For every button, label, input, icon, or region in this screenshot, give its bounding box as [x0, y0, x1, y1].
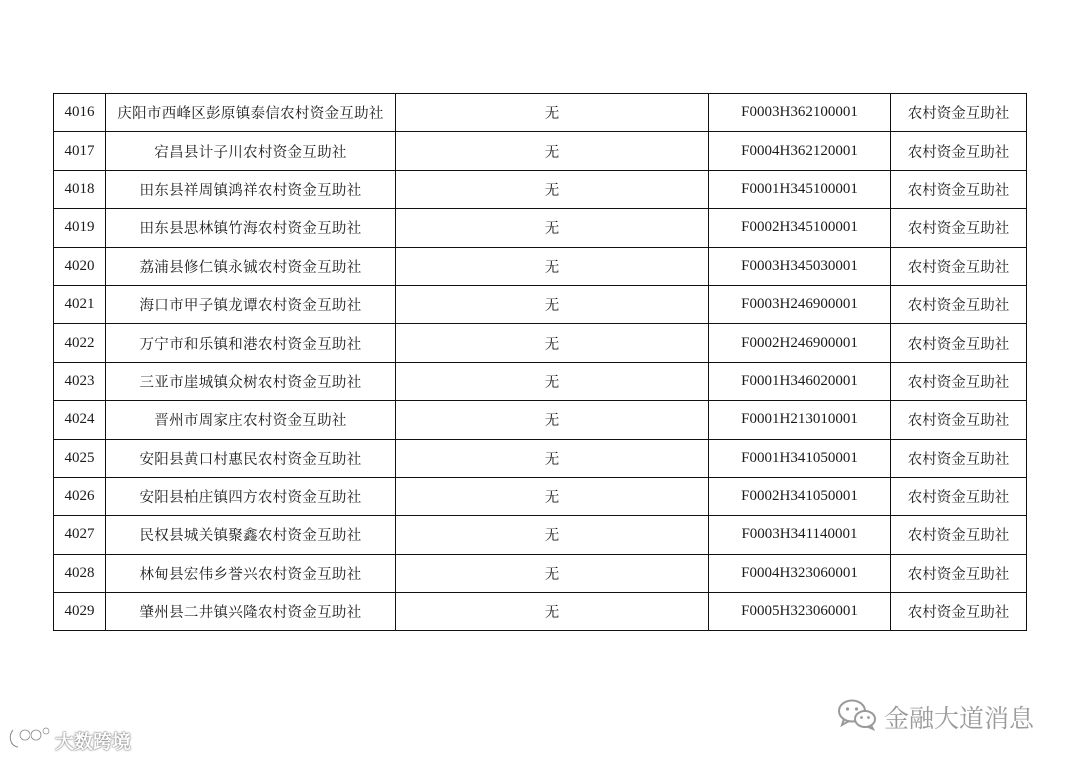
- license-code: F0001H213010001: [709, 401, 891, 439]
- other-value: 无: [396, 324, 709, 362]
- institution-type: 农村资金互助社: [891, 247, 1027, 285]
- institution-name: 庆阳市西峰区彭原镇泰信农村资金互助社: [106, 94, 396, 132]
- institution-table: [53, 93, 1027, 631]
- institution-name: 晋州市周家庄农村资金互助社: [106, 401, 396, 439]
- institution-name: 肇州县二井镇兴隆农村资金互助社: [106, 593, 396, 631]
- row-number: 4025: [54, 439, 106, 477]
- table-row: [54, 94, 1027, 132]
- row-number: 4018: [54, 170, 106, 208]
- license-code: F0003H246900001: [709, 285, 891, 323]
- other-value: 无: [396, 94, 709, 132]
- table-row: [54, 554, 1027, 592]
- institution-type: 农村资金互助社: [891, 132, 1027, 170]
- license-code: F0002H341050001: [709, 477, 891, 515]
- institution-type: 农村资金互助社: [891, 439, 1027, 477]
- license-code: F0001H341050001: [709, 439, 891, 477]
- other-value: 无: [396, 401, 709, 439]
- license-code: F0001H345100001: [709, 170, 891, 208]
- institution-name: 田东县思林镇竹海农村资金互助社: [106, 209, 396, 247]
- watermark-right-text: 金融大道消息: [884, 704, 1035, 733]
- institution-name: 林甸县宏伟乡誉兴农村资金互助社: [106, 554, 396, 592]
- watermark-right: [836, 697, 1034, 737]
- wechat-icon: [836, 697, 878, 737]
- license-code: F0003H362100001: [709, 94, 891, 132]
- license-code: F0005H323060001: [709, 593, 891, 631]
- table-row: [54, 132, 1027, 170]
- institution-type: 农村资金互助社: [891, 362, 1027, 400]
- table-row: [54, 439, 1027, 477]
- institution-name: 三亚市崖城镇众树农村资金互助社: [106, 362, 396, 400]
- other-value: 无: [396, 132, 709, 170]
- other-value: 无: [396, 554, 709, 592]
- institution-type: 农村资金互助社: [891, 516, 1027, 554]
- table-row: [54, 324, 1027, 362]
- institution-type: 农村资金互助社: [891, 94, 1027, 132]
- table-row: [54, 247, 1027, 285]
- institution-name: 海口市甲子镇龙谭农村资金互助社: [106, 285, 396, 323]
- institution-type: 农村资金互助社: [891, 324, 1027, 362]
- table-row: [54, 285, 1027, 323]
- license-code: F0003H345030001: [709, 247, 891, 285]
- table-row: [54, 209, 1027, 247]
- other-value: 无: [396, 516, 709, 554]
- institution-type: 农村资金互助社: [891, 401, 1027, 439]
- license-code: F0003H341140001: [709, 516, 891, 554]
- row-number: 4024: [54, 401, 106, 439]
- institution-name: 万宁市和乐镇和港农村资金互助社: [106, 324, 396, 362]
- row-number: 4023: [54, 362, 106, 400]
- other-value: 无: [396, 247, 709, 285]
- other-value: 无: [396, 439, 709, 477]
- row-number: 4021: [54, 285, 106, 323]
- institution-type: 农村资金互助社: [891, 593, 1027, 631]
- table-row: [54, 516, 1027, 554]
- institution-name: 田东县祥周镇鸿祥农村资金互助社: [106, 170, 396, 208]
- license-code: F0004H362120001: [709, 132, 891, 170]
- institution-name: 荔浦县修仁镇永铖农村资金互助社: [106, 247, 396, 285]
- row-number: 4028: [54, 554, 106, 592]
- row-number: 4020: [54, 247, 106, 285]
- institution-type: 农村资金互助社: [891, 285, 1027, 323]
- institution-type: 农村资金互助社: [891, 170, 1027, 208]
- license-code: F0002H246900001: [709, 324, 891, 362]
- table-row: [54, 401, 1027, 439]
- institution-name: 宕昌县计子川农村资金互助社: [106, 132, 396, 170]
- watermark-left: [8, 726, 131, 755]
- table-row: [54, 362, 1027, 400]
- row-number: 4022: [54, 324, 106, 362]
- table-row: [54, 170, 1027, 208]
- other-value: 无: [396, 170, 709, 208]
- table-row: [54, 593, 1027, 631]
- row-number: 4029: [54, 593, 106, 631]
- other-value: 无: [396, 477, 709, 515]
- other-value: 无: [396, 593, 709, 631]
- institution-type: 农村资金互助社: [891, 477, 1027, 515]
- license-code: F0001H346020001: [709, 362, 891, 400]
- license-code: F0002H345100001: [709, 209, 891, 247]
- institution-type: 农村资金互助社: [891, 554, 1027, 592]
- row-number: 4016: [54, 94, 106, 132]
- institution-name: 安阳县柏庄镇四方农村资金互助社: [106, 477, 396, 515]
- license-code: F0004H323060001: [709, 554, 891, 592]
- institution-name: 民权县城关镇聚鑫农村资金互助社: [106, 516, 396, 554]
- row-number: 4027: [54, 516, 106, 554]
- other-value: 无: [396, 209, 709, 247]
- table-body: [54, 94, 1027, 631]
- row-number: 4017: [54, 132, 106, 170]
- institution-type: 农村资金互助社: [891, 209, 1027, 247]
- institution-name: 安阳县黄口村惠民农村资金互助社: [106, 439, 396, 477]
- table-row: [54, 477, 1027, 515]
- row-number: 4026: [54, 477, 106, 515]
- watermark-left-text: 大数跨境: [55, 731, 132, 753]
- brand-logo-icon: [8, 726, 50, 755]
- row-number: 4019: [54, 209, 106, 247]
- other-value: 无: [396, 285, 709, 323]
- other-value: 无: [396, 362, 709, 400]
